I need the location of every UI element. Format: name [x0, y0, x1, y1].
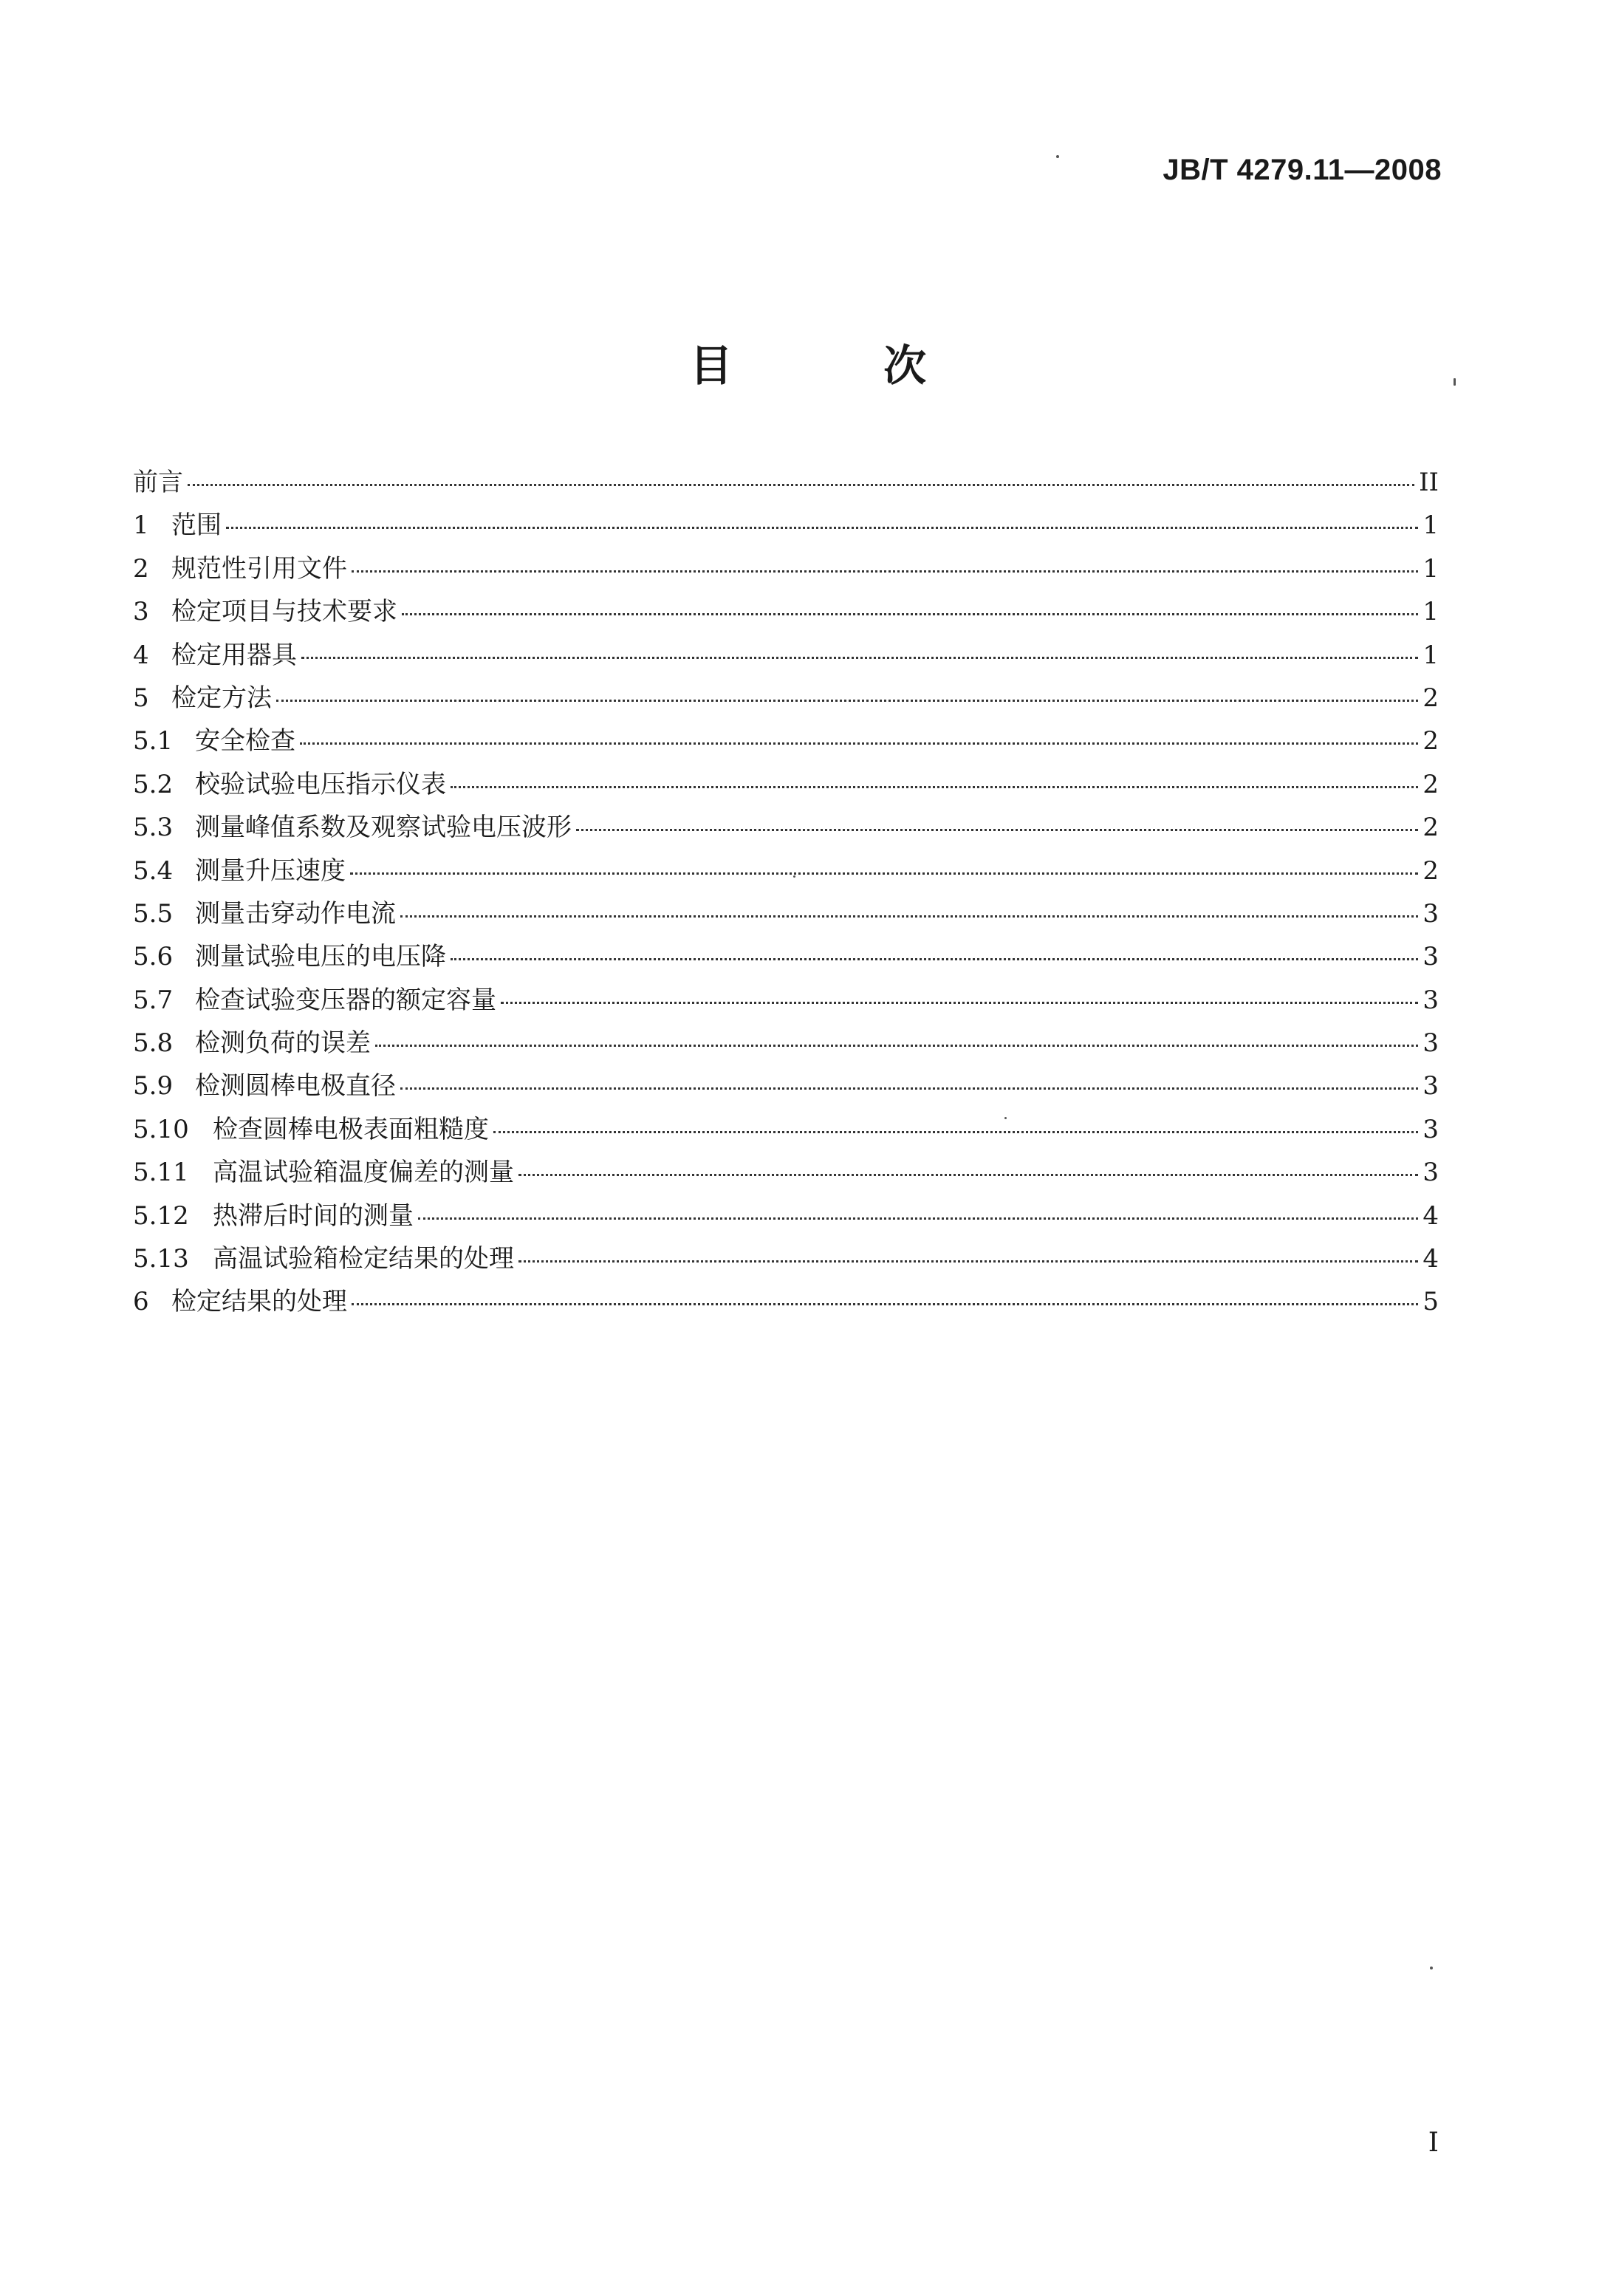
- toc-entry-page: 3: [1422, 942, 1439, 972]
- toc-entry-label: 检查试验变压器的额定容量: [195, 985, 496, 1015]
- toc-entry[interactable]: [133, 720, 1439, 763]
- toc-entry-page: II: [1419, 468, 1439, 497]
- toc-title: 目 次: [689, 341, 995, 391]
- toc-entry[interactable]: [133, 1109, 1439, 1152]
- toc-dot-leader: [352, 1303, 1418, 1305]
- toc-entry-label: 测量峰值系数及观察试验电压波形: [195, 813, 572, 843]
- toc-entry-number: 2: [133, 553, 149, 584]
- toc-dot-leader: [451, 958, 1418, 960]
- toc-entry-number: 5.8: [133, 1028, 174, 1059]
- toc-entry-page: 1: [1422, 597, 1439, 627]
- toc-entry-number: 5.9: [133, 1071, 174, 1101]
- toc-entry-page: 4: [1422, 1200, 1439, 1231]
- scan-speck: [793, 875, 795, 878]
- toc-entry-label: 校验试验电压指示仪表: [195, 769, 446, 799]
- toc-entry[interactable]: [133, 1281, 1439, 1324]
- toc-entry-number: 5.2: [133, 769, 174, 799]
- toc-entry-page: 1: [1422, 640, 1439, 670]
- toc-entry-label: 检查圆棒电极表面粗糙度: [213, 1114, 489, 1144]
- toc-entry[interactable]: [133, 548, 1439, 591]
- toc-entry-page: 3: [1422, 1114, 1439, 1144]
- toc-entry-label: 安全检查: [195, 726, 295, 756]
- toc-entry[interactable]: [133, 591, 1439, 634]
- toc-entry-number: 4: [133, 640, 149, 670]
- toc-entry-number: 5.12: [133, 1200, 189, 1231]
- toc-dot-leader: [501, 1002, 1418, 1004]
- toc-entry-page: 3: [1422, 985, 1439, 1015]
- toc-entry[interactable]: [133, 635, 1439, 677]
- toc-entry-label: 范围: [171, 510, 222, 541]
- toc-dot-leader: [188, 484, 1414, 486]
- toc-entry[interactable]: [133, 505, 1439, 547]
- toc-dot-leader: [400, 1087, 1418, 1090]
- toc-entry-label: 高温试验箱温度偏差的测量: [213, 1158, 514, 1188]
- toc-entry-page: 1: [1422, 510, 1439, 541]
- toc-entry[interactable]: [133, 980, 1439, 1022]
- toc-dot-leader: [400, 915, 1418, 918]
- toc-entry-number: 5: [133, 683, 149, 713]
- table-of-contents: [133, 462, 1439, 1325]
- toc-dot-leader: [518, 1174, 1418, 1176]
- toc-entry[interactable]: [133, 1195, 1439, 1238]
- toc-dot-leader: [576, 829, 1418, 831]
- toc-entry-page: 3: [1422, 1071, 1439, 1101]
- toc-entry-label: 检测圆棒电极直径: [195, 1071, 396, 1101]
- toc-entry-number: 5.7: [133, 985, 174, 1015]
- toc-entry-label: 测量击穿动作电流: [195, 898, 396, 929]
- page-folio: I: [1428, 2128, 1439, 2158]
- toc-entry-number: 5.13: [133, 1244, 189, 1274]
- toc-dot-leader: [418, 1217, 1418, 1220]
- toc-entry-label: 测量升压速度: [195, 855, 346, 886]
- document-code: JB/T 4279.11—2008: [1163, 154, 1442, 186]
- toc-entry-number: 3: [133, 597, 149, 627]
- toc-dot-leader: [375, 1045, 1418, 1047]
- toc-entry-page: 3: [1422, 1028, 1439, 1059]
- toc-entry-number: 6: [133, 1287, 149, 1317]
- toc-entry-page: 2: [1422, 813, 1439, 843]
- toc-entry-number: 5.3: [133, 813, 174, 843]
- toc-entry-number: 5.4: [133, 855, 174, 886]
- toc-entry[interactable]: [133, 1022, 1439, 1065]
- toc-dot-leader: [350, 872, 1418, 875]
- toc-entry-label: 规范性引用文件: [171, 553, 347, 584]
- toc-entry-page: 4: [1422, 1244, 1439, 1274]
- toc-entry-page: 2: [1422, 726, 1439, 756]
- scan-speck: [1004, 1117, 1007, 1119]
- toc-dot-leader: [451, 786, 1418, 788]
- toc-dot-leader: [352, 570, 1418, 573]
- toc-entry-label: 热滞后时间的测量: [213, 1200, 414, 1231]
- toc-entry-label: 测量试验电压的电压降: [195, 942, 446, 972]
- toc-entry-page: 2: [1422, 769, 1439, 799]
- toc-entry[interactable]: [133, 893, 1439, 936]
- toc-entry-label: 检定结果的处理: [171, 1287, 347, 1317]
- toc-entry-page: 1: [1422, 553, 1439, 584]
- toc-entry[interactable]: [133, 850, 1439, 893]
- toc-entry-page: 2: [1422, 855, 1439, 886]
- toc-entry-label: 检定项目与技术要求: [171, 597, 397, 627]
- toc-entry[interactable]: [133, 1238, 1439, 1281]
- toc-entry-page: 3: [1422, 898, 1439, 929]
- toc-entry-number: 5.10: [133, 1114, 189, 1144]
- toc-entry-number: 5.5: [133, 898, 174, 929]
- toc-entry-label: 前言: [133, 468, 183, 497]
- toc-dot-leader: [226, 527, 1418, 529]
- toc-entry-label: 检定用器具: [171, 640, 297, 670]
- toc-entry-label: 检测负荷的误差: [195, 1028, 371, 1059]
- toc-dot-leader: [300, 742, 1418, 745]
- toc-entry-page: 3: [1422, 1158, 1439, 1188]
- toc-entry[interactable]: [133, 462, 1439, 505]
- toc-entry-page: 2: [1422, 683, 1439, 713]
- toc-dot-leader: [518, 1260, 1418, 1263]
- toc-entry-number: 5.11: [133, 1158, 189, 1188]
- toc-entry-number: 1: [133, 510, 149, 541]
- toc-dot-leader: [402, 613, 1418, 615]
- toc-entry[interactable]: [133, 807, 1439, 850]
- toc-entry-number: 5.1: [133, 726, 174, 756]
- toc-entry-page: 5: [1422, 1287, 1439, 1317]
- toc-entry[interactable]: [133, 1152, 1439, 1195]
- toc-dot-leader: [301, 657, 1418, 659]
- toc-entry-number: 5.6: [133, 942, 174, 972]
- toc-dot-leader: [493, 1131, 1418, 1133]
- scan-speck: [1454, 378, 1456, 386]
- scan-speck: [1056, 155, 1059, 158]
- toc-entry[interactable]: [133, 1065, 1439, 1108]
- scan-speck: [1430, 1967, 1433, 1969]
- toc-entry[interactable]: [133, 764, 1439, 807]
- toc-entry-label: 检定方法: [171, 683, 272, 713]
- toc-entry[interactable]: [133, 677, 1439, 720]
- toc-entry[interactable]: [133, 936, 1439, 979]
- toc-entry-label: 高温试验箱检定结果的处理: [213, 1244, 514, 1274]
- toc-dot-leader: [276, 700, 1418, 702]
